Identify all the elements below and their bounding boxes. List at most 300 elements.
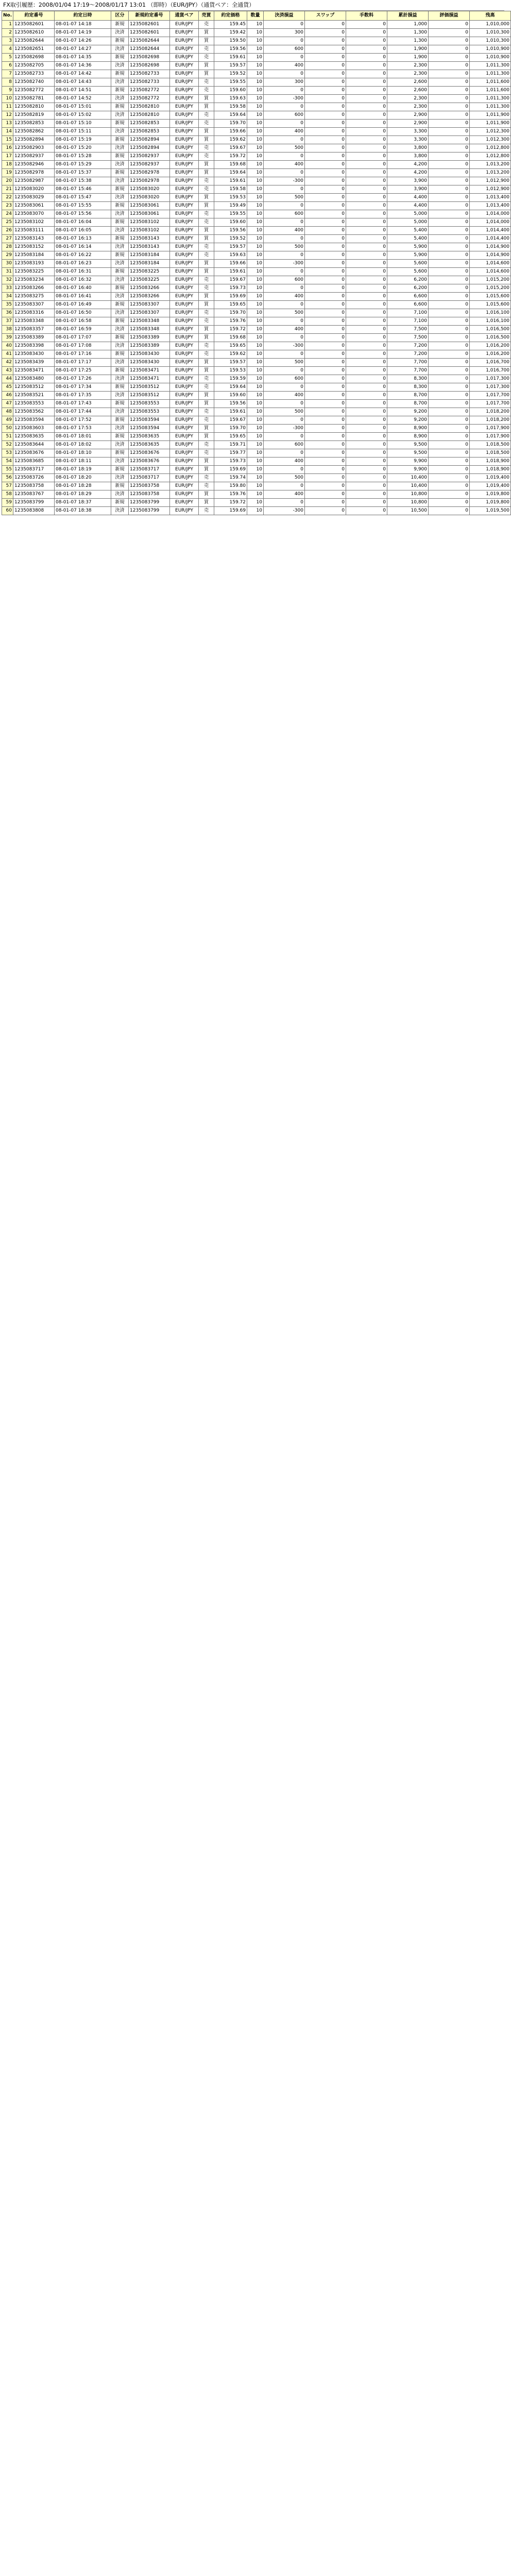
table-row bbox=[2, 408, 511, 416]
table-cell: 38 bbox=[2, 326, 13, 334]
table-cell: 159.55 bbox=[214, 210, 247, 218]
table-row bbox=[2, 309, 511, 317]
table-cell: 1235083316 bbox=[13, 309, 55, 317]
table-row bbox=[2, 37, 511, 45]
table-cell: 10 bbox=[247, 416, 264, 425]
table-cell: 新規 bbox=[111, 185, 129, 194]
table-cell: 159.42 bbox=[214, 29, 247, 37]
table-cell: EUR/JPY bbox=[170, 433, 199, 441]
table-cell: 500 bbox=[264, 243, 305, 251]
table-cell: 決済 bbox=[111, 29, 129, 37]
table-cell: 1,300 bbox=[387, 37, 429, 45]
table-cell: EUR/JPY bbox=[170, 243, 199, 251]
table-cell: 10 bbox=[247, 29, 264, 37]
table-cell: 1,015,600 bbox=[470, 293, 511, 301]
table-cell: 56 bbox=[2, 474, 13, 482]
table-cell: 08-01-07 16:50 bbox=[55, 309, 111, 317]
table-cell: 決済 bbox=[111, 490, 129, 499]
table-cell: 0 bbox=[429, 161, 470, 169]
table-cell: 新規 bbox=[111, 152, 129, 161]
table-cell: 4,200 bbox=[387, 161, 429, 169]
table-cell: 42 bbox=[2, 359, 13, 367]
table-cell: 0 bbox=[264, 87, 305, 95]
table-cell: 売 bbox=[199, 120, 214, 128]
table-cell: 売 bbox=[199, 21, 214, 29]
table-cell: 08-01-07 14:27 bbox=[55, 45, 111, 54]
table-cell: 4,200 bbox=[387, 169, 429, 177]
table-cell: 5,000 bbox=[387, 210, 429, 218]
table-cell: 2,600 bbox=[387, 87, 429, 95]
table-row bbox=[2, 433, 511, 441]
table-cell: 10 bbox=[247, 210, 264, 218]
table-cell: 1235082733 bbox=[13, 70, 55, 78]
table-cell: 0 bbox=[429, 29, 470, 37]
table-cell: 0 bbox=[429, 499, 470, 507]
table-cell: 1,014,600 bbox=[470, 260, 511, 268]
table-cell: 0 bbox=[346, 268, 387, 276]
table-cell: 08-01-07 15:38 bbox=[55, 177, 111, 185]
table-cell: 0 bbox=[305, 87, 346, 95]
table-row bbox=[2, 62, 511, 70]
table-cell: 6,600 bbox=[387, 301, 429, 309]
table-cell: 5,900 bbox=[387, 243, 429, 251]
table-cell: 1,013,400 bbox=[470, 202, 511, 210]
table-cell: 新規 bbox=[111, 251, 129, 260]
table-cell: 売 bbox=[199, 408, 214, 416]
table-cell: 0 bbox=[305, 416, 346, 425]
table-cell: 1235083553 bbox=[129, 408, 170, 416]
table-cell: 5,400 bbox=[387, 227, 429, 235]
table-row bbox=[2, 70, 511, 78]
table-cell: 1,011,300 bbox=[470, 62, 511, 70]
table-cell: 0 bbox=[264, 136, 305, 144]
table-cell: 1235083758 bbox=[13, 482, 55, 490]
table-cell: 0 bbox=[429, 441, 470, 449]
table-row bbox=[2, 367, 511, 375]
column-header: 累計損益 bbox=[387, 11, 429, 21]
table-row bbox=[2, 194, 511, 202]
table-cell: 0 bbox=[346, 350, 387, 359]
table-cell: 54 bbox=[2, 457, 13, 466]
table-cell: EUR/JPY bbox=[170, 383, 199, 392]
table-cell: 0 bbox=[305, 441, 346, 449]
table-cell: 1235083512 bbox=[129, 392, 170, 400]
table-cell: 1235083020 bbox=[129, 185, 170, 194]
table-cell: EUR/JPY bbox=[170, 482, 199, 490]
table-cell: EUR/JPY bbox=[170, 359, 199, 367]
table-cell: 0 bbox=[429, 62, 470, 70]
table-cell: 1,016,700 bbox=[470, 367, 511, 375]
table-cell: 7,700 bbox=[387, 367, 429, 375]
table-cell: 0 bbox=[346, 375, 387, 383]
table-cell: 1235083553 bbox=[129, 400, 170, 408]
table-cell: 0 bbox=[346, 128, 387, 136]
table-cell: -300 bbox=[264, 95, 305, 103]
table-cell: 08-01-07 18:19 bbox=[55, 466, 111, 474]
table-cell: 10 bbox=[247, 449, 264, 457]
table-cell: 08-01-07 15:37 bbox=[55, 169, 111, 177]
table-cell: 買 bbox=[199, 334, 214, 342]
table-cell: 新規 bbox=[111, 317, 129, 326]
table-cell: 159.57 bbox=[214, 359, 247, 367]
table-cell: 0 bbox=[305, 383, 346, 392]
table-cell: EUR/JPY bbox=[170, 326, 199, 334]
table-cell: 159.70 bbox=[214, 309, 247, 317]
table-cell: 1235082853 bbox=[129, 128, 170, 136]
table-cell: 0 bbox=[264, 433, 305, 441]
table-cell: EUR/JPY bbox=[170, 152, 199, 161]
table-cell: EUR/JPY bbox=[170, 45, 199, 54]
table-cell: 買 bbox=[199, 499, 214, 507]
table-cell: 1,016,200 bbox=[470, 350, 511, 359]
table-cell: 0 bbox=[305, 218, 346, 227]
table-cell: 決済 bbox=[111, 177, 129, 185]
column-header: 数量 bbox=[247, 11, 264, 21]
table-cell: 1235083348 bbox=[129, 317, 170, 326]
table-cell: 159.69 bbox=[214, 293, 247, 301]
table-cell: 1235083758 bbox=[129, 482, 170, 490]
table-cell: 決済 bbox=[111, 260, 129, 268]
table-cell: -300 bbox=[264, 342, 305, 350]
table-cell: 1235083767 bbox=[13, 490, 55, 499]
table-cell: 買 bbox=[199, 128, 214, 136]
table-cell: 1,016,500 bbox=[470, 334, 511, 342]
table-cell: 9,900 bbox=[387, 457, 429, 466]
table-cell: EUR/JPY bbox=[170, 408, 199, 416]
table-cell: 0 bbox=[346, 466, 387, 474]
table-cell: 57 bbox=[2, 482, 13, 490]
table-cell: 0 bbox=[346, 185, 387, 194]
table-cell: 1235083266 bbox=[13, 284, 55, 293]
table-cell: 0 bbox=[429, 293, 470, 301]
table-cell: 1235083430 bbox=[13, 350, 55, 359]
table-cell: 53 bbox=[2, 449, 13, 457]
table-cell: 売 bbox=[199, 111, 214, 120]
table-cell: 159.57 bbox=[214, 62, 247, 70]
column-header: 通貨ペア bbox=[170, 11, 199, 21]
table-cell: 1235083799 bbox=[13, 499, 55, 507]
table-cell: 1,011,600 bbox=[470, 87, 511, 95]
table-cell: 0 bbox=[305, 301, 346, 309]
table-cell: 0 bbox=[305, 482, 346, 490]
table-cell: 0 bbox=[305, 194, 346, 202]
table-cell: 400 bbox=[264, 490, 305, 499]
table-cell: 0 bbox=[429, 120, 470, 128]
table-cell: 159.67 bbox=[214, 416, 247, 425]
table-cell: 23 bbox=[2, 202, 13, 210]
table-cell: 0 bbox=[346, 301, 387, 309]
table-cell: 10 bbox=[247, 161, 264, 169]
table-cell: 0 bbox=[264, 449, 305, 457]
table-cell: 08-01-07 16:05 bbox=[55, 227, 111, 235]
table-cell: -300 bbox=[264, 507, 305, 515]
table-cell: 1235083726 bbox=[13, 474, 55, 482]
table-cell: 10 bbox=[247, 169, 264, 177]
table-cell: 0 bbox=[305, 334, 346, 342]
table-cell: 10 bbox=[247, 342, 264, 350]
table-cell: 売 bbox=[199, 309, 214, 317]
table-cell: 159.59 bbox=[214, 375, 247, 383]
table-cell: 0 bbox=[429, 103, 470, 111]
table-cell: 159.57 bbox=[214, 243, 247, 251]
table-cell: 買 bbox=[199, 433, 214, 441]
table-cell: 6,200 bbox=[387, 276, 429, 284]
table-cell: 0 bbox=[429, 54, 470, 62]
table-cell: 08-01-07 18:20 bbox=[55, 474, 111, 482]
table-cell: EUR/JPY bbox=[170, 490, 199, 499]
table-cell: 400 bbox=[264, 293, 305, 301]
table-cell: 159.69 bbox=[214, 466, 247, 474]
table-cell: 1235082853 bbox=[13, 120, 55, 128]
table-cell: EUR/JPY bbox=[170, 350, 199, 359]
table-cell: 1235083512 bbox=[13, 383, 55, 392]
table-cell: 0 bbox=[346, 507, 387, 515]
table-cell: 1,019,800 bbox=[470, 499, 511, 507]
table-cell: 買 bbox=[199, 466, 214, 474]
table-cell: 1235083307 bbox=[129, 309, 170, 317]
table-cell: 1235082772 bbox=[129, 95, 170, 103]
table-cell: EUR/JPY bbox=[170, 29, 199, 37]
table-cell: 08-01-07 17:53 bbox=[55, 425, 111, 433]
table-row bbox=[2, 400, 511, 408]
table-cell: 08-01-07 16:14 bbox=[55, 243, 111, 251]
table-cell: 新規 bbox=[111, 218, 129, 227]
table-cell: 8 bbox=[2, 78, 13, 87]
table-cell: 08-01-07 16:41 bbox=[55, 293, 111, 301]
table-cell: 08-01-07 16:23 bbox=[55, 260, 111, 268]
table-cell: 3,800 bbox=[387, 144, 429, 152]
table-cell: 08-01-07 17:25 bbox=[55, 367, 111, 375]
table-cell: 0 bbox=[346, 482, 387, 490]
table-cell: 0 bbox=[305, 202, 346, 210]
table-cell: 1235082733 bbox=[129, 70, 170, 78]
table-cell: 10 bbox=[247, 408, 264, 416]
table-cell: 0 bbox=[346, 54, 387, 62]
table-cell: 08-01-07 17:52 bbox=[55, 416, 111, 425]
table-cell: 売 bbox=[199, 54, 214, 62]
table-cell: -300 bbox=[264, 425, 305, 433]
table-cell: 20 bbox=[2, 177, 13, 185]
table-cell: 0 bbox=[264, 416, 305, 425]
table-cell: 10 bbox=[247, 251, 264, 260]
table-cell: 買 bbox=[199, 202, 214, 210]
table-cell: 1235083225 bbox=[129, 276, 170, 284]
table-cell: 決済 bbox=[111, 227, 129, 235]
table-cell: 0 bbox=[264, 383, 305, 392]
table-cell: 15 bbox=[2, 136, 13, 144]
table-cell: EUR/JPY bbox=[170, 78, 199, 87]
table-cell: 0 bbox=[264, 185, 305, 194]
table-cell: 売 bbox=[199, 284, 214, 293]
table-cell: 0 bbox=[429, 334, 470, 342]
table-cell: 決済 bbox=[111, 441, 129, 449]
table-cell: 10 bbox=[247, 474, 264, 482]
table-cell: 159.61 bbox=[214, 408, 247, 416]
table-row bbox=[2, 499, 511, 507]
table-cell: 0 bbox=[305, 309, 346, 317]
table-row bbox=[2, 490, 511, 499]
table-cell: 9,500 bbox=[387, 441, 429, 449]
table-cell: 10 bbox=[247, 400, 264, 408]
table-row bbox=[2, 268, 511, 276]
table-cell: 18 bbox=[2, 161, 13, 169]
table-cell: 新規 bbox=[111, 334, 129, 342]
table-cell: 58 bbox=[2, 490, 13, 499]
table-cell: 159.61 bbox=[214, 177, 247, 185]
table-cell: 決済 bbox=[111, 45, 129, 54]
table-cell: 0 bbox=[429, 251, 470, 260]
column-header: 手数料 bbox=[346, 11, 387, 21]
table-body bbox=[2, 21, 511, 515]
table-cell: 1235082772 bbox=[129, 87, 170, 95]
table-cell: 1235083430 bbox=[129, 350, 170, 359]
table-cell: 10 bbox=[247, 301, 264, 309]
column-header: 売買 bbox=[199, 11, 214, 21]
table-cell: 0 bbox=[305, 136, 346, 144]
table-cell: 08-01-07 14:36 bbox=[55, 62, 111, 70]
table-cell: 1235082810 bbox=[13, 103, 55, 111]
table-row bbox=[2, 342, 511, 350]
table-cell: 10,400 bbox=[387, 474, 429, 482]
table-cell: EUR/JPY bbox=[170, 268, 199, 276]
table-cell: 3,300 bbox=[387, 136, 429, 144]
table-cell: EUR/JPY bbox=[170, 309, 199, 317]
table-cell: 売 bbox=[199, 416, 214, 425]
table-cell: 売 bbox=[199, 45, 214, 54]
table-cell: 新規 bbox=[111, 54, 129, 62]
column-header: 約定日時 bbox=[55, 11, 111, 21]
table-cell: 159.65 bbox=[214, 342, 247, 350]
table-cell: 10 bbox=[247, 37, 264, 45]
table-cell: 159.76 bbox=[214, 317, 247, 326]
table-cell: 159.68 bbox=[214, 161, 247, 169]
table-cell: 300 bbox=[264, 29, 305, 37]
table-row bbox=[2, 284, 511, 293]
table-cell: 08-01-07 17:07 bbox=[55, 334, 111, 342]
table-cell: 0 bbox=[305, 54, 346, 62]
table-cell: 0 bbox=[429, 466, 470, 474]
table-cell: 1235082853 bbox=[129, 120, 170, 128]
table-cell: 1,011,300 bbox=[470, 103, 511, 111]
table-cell: 0 bbox=[429, 268, 470, 276]
table-cell: 500 bbox=[264, 194, 305, 202]
table-cell: 10 bbox=[247, 441, 264, 449]
table-cell: 8,900 bbox=[387, 425, 429, 433]
table-cell: 0 bbox=[305, 70, 346, 78]
table-cell: 売 bbox=[199, 251, 214, 260]
table-cell: 買 bbox=[199, 103, 214, 111]
table-cell: 11 bbox=[2, 103, 13, 111]
table-cell: 2,300 bbox=[387, 70, 429, 78]
table-cell: 1,900 bbox=[387, 54, 429, 62]
table-cell: 10 bbox=[247, 62, 264, 70]
table-cell: 10 bbox=[247, 136, 264, 144]
table-cell: 新規 bbox=[111, 103, 129, 111]
table-cell: 0 bbox=[346, 103, 387, 111]
table-row bbox=[2, 276, 511, 284]
table-row bbox=[2, 301, 511, 309]
table-cell: 0 bbox=[346, 317, 387, 326]
table-cell: 0 bbox=[264, 54, 305, 62]
table-cell: 1235083635 bbox=[129, 441, 170, 449]
column-header: 決済損益 bbox=[264, 11, 305, 21]
table-cell: 30 bbox=[2, 260, 13, 268]
table-cell: 1,300 bbox=[387, 29, 429, 37]
trade-history-table bbox=[2, 11, 511, 515]
table-cell: 0 bbox=[429, 260, 470, 268]
table-cell: 10 bbox=[247, 120, 264, 128]
table-cell: 1235082705 bbox=[13, 62, 55, 70]
table-cell: 0 bbox=[429, 367, 470, 375]
table-cell: 159.45 bbox=[214, 21, 247, 29]
table-row bbox=[2, 227, 511, 235]
table-cell: 1,014,000 bbox=[470, 218, 511, 227]
table-cell: 買 bbox=[199, 260, 214, 268]
table-row bbox=[2, 317, 511, 326]
table-cell: 新規 bbox=[111, 21, 129, 29]
table-cell: 買 bbox=[199, 161, 214, 169]
table-cell: 159.65 bbox=[214, 301, 247, 309]
table-row bbox=[2, 474, 511, 482]
column-header: 区分 bbox=[111, 11, 129, 21]
table-cell: 0 bbox=[305, 161, 346, 169]
table-cell: 1235083389 bbox=[129, 342, 170, 350]
table-row bbox=[2, 103, 511, 111]
table-cell: 1235083266 bbox=[129, 293, 170, 301]
table-cell: 1235083061 bbox=[129, 202, 170, 210]
table-cell: 決済 bbox=[111, 161, 129, 169]
table-cell: 10 bbox=[247, 227, 264, 235]
table-cell: 1,017,900 bbox=[470, 433, 511, 441]
table-cell: 0 bbox=[429, 474, 470, 482]
table-cell: 400 bbox=[264, 62, 305, 70]
table-cell: 新規 bbox=[111, 367, 129, 375]
table-cell: EUR/JPY bbox=[170, 227, 199, 235]
table-cell: 1,014,400 bbox=[470, 235, 511, 243]
table-cell: 1235082644 bbox=[129, 45, 170, 54]
table-cell: EUR/JPY bbox=[170, 301, 199, 309]
table-cell: 0 bbox=[305, 326, 346, 334]
table-cell: 6,600 bbox=[387, 293, 429, 301]
table-cell: 159.63 bbox=[214, 251, 247, 260]
table-cell: 0 bbox=[305, 260, 346, 268]
table-cell: 0 bbox=[346, 408, 387, 416]
table-cell: 0 bbox=[346, 425, 387, 433]
table-cell: 08-01-07 17:35 bbox=[55, 392, 111, 400]
table-cell: 0 bbox=[305, 243, 346, 251]
table-cell: 39 bbox=[2, 334, 13, 342]
table-cell: 0 bbox=[264, 21, 305, 29]
table-cell: 59 bbox=[2, 499, 13, 507]
table-cell: 0 bbox=[346, 218, 387, 227]
table-cell: 159.80 bbox=[214, 482, 247, 490]
table-cell: 10 bbox=[247, 144, 264, 152]
table-cell: 1,012,900 bbox=[470, 177, 511, 185]
table-cell: 1235083184 bbox=[13, 251, 55, 260]
table-cell: 新規 bbox=[111, 449, 129, 457]
table-cell: EUR/JPY bbox=[170, 499, 199, 507]
table-cell: 0 bbox=[305, 62, 346, 70]
table-cell: 5,900 bbox=[387, 251, 429, 260]
table-cell: 1235082937 bbox=[13, 152, 55, 161]
table-cell: 1235083676 bbox=[129, 449, 170, 457]
table-cell: 1235082978 bbox=[13, 169, 55, 177]
table-cell: 1,011,300 bbox=[470, 95, 511, 103]
table-cell: 0 bbox=[305, 251, 346, 260]
table-cell: 0 bbox=[429, 449, 470, 457]
table-cell: 52 bbox=[2, 441, 13, 449]
table-cell: 1,010,000 bbox=[470, 21, 511, 29]
